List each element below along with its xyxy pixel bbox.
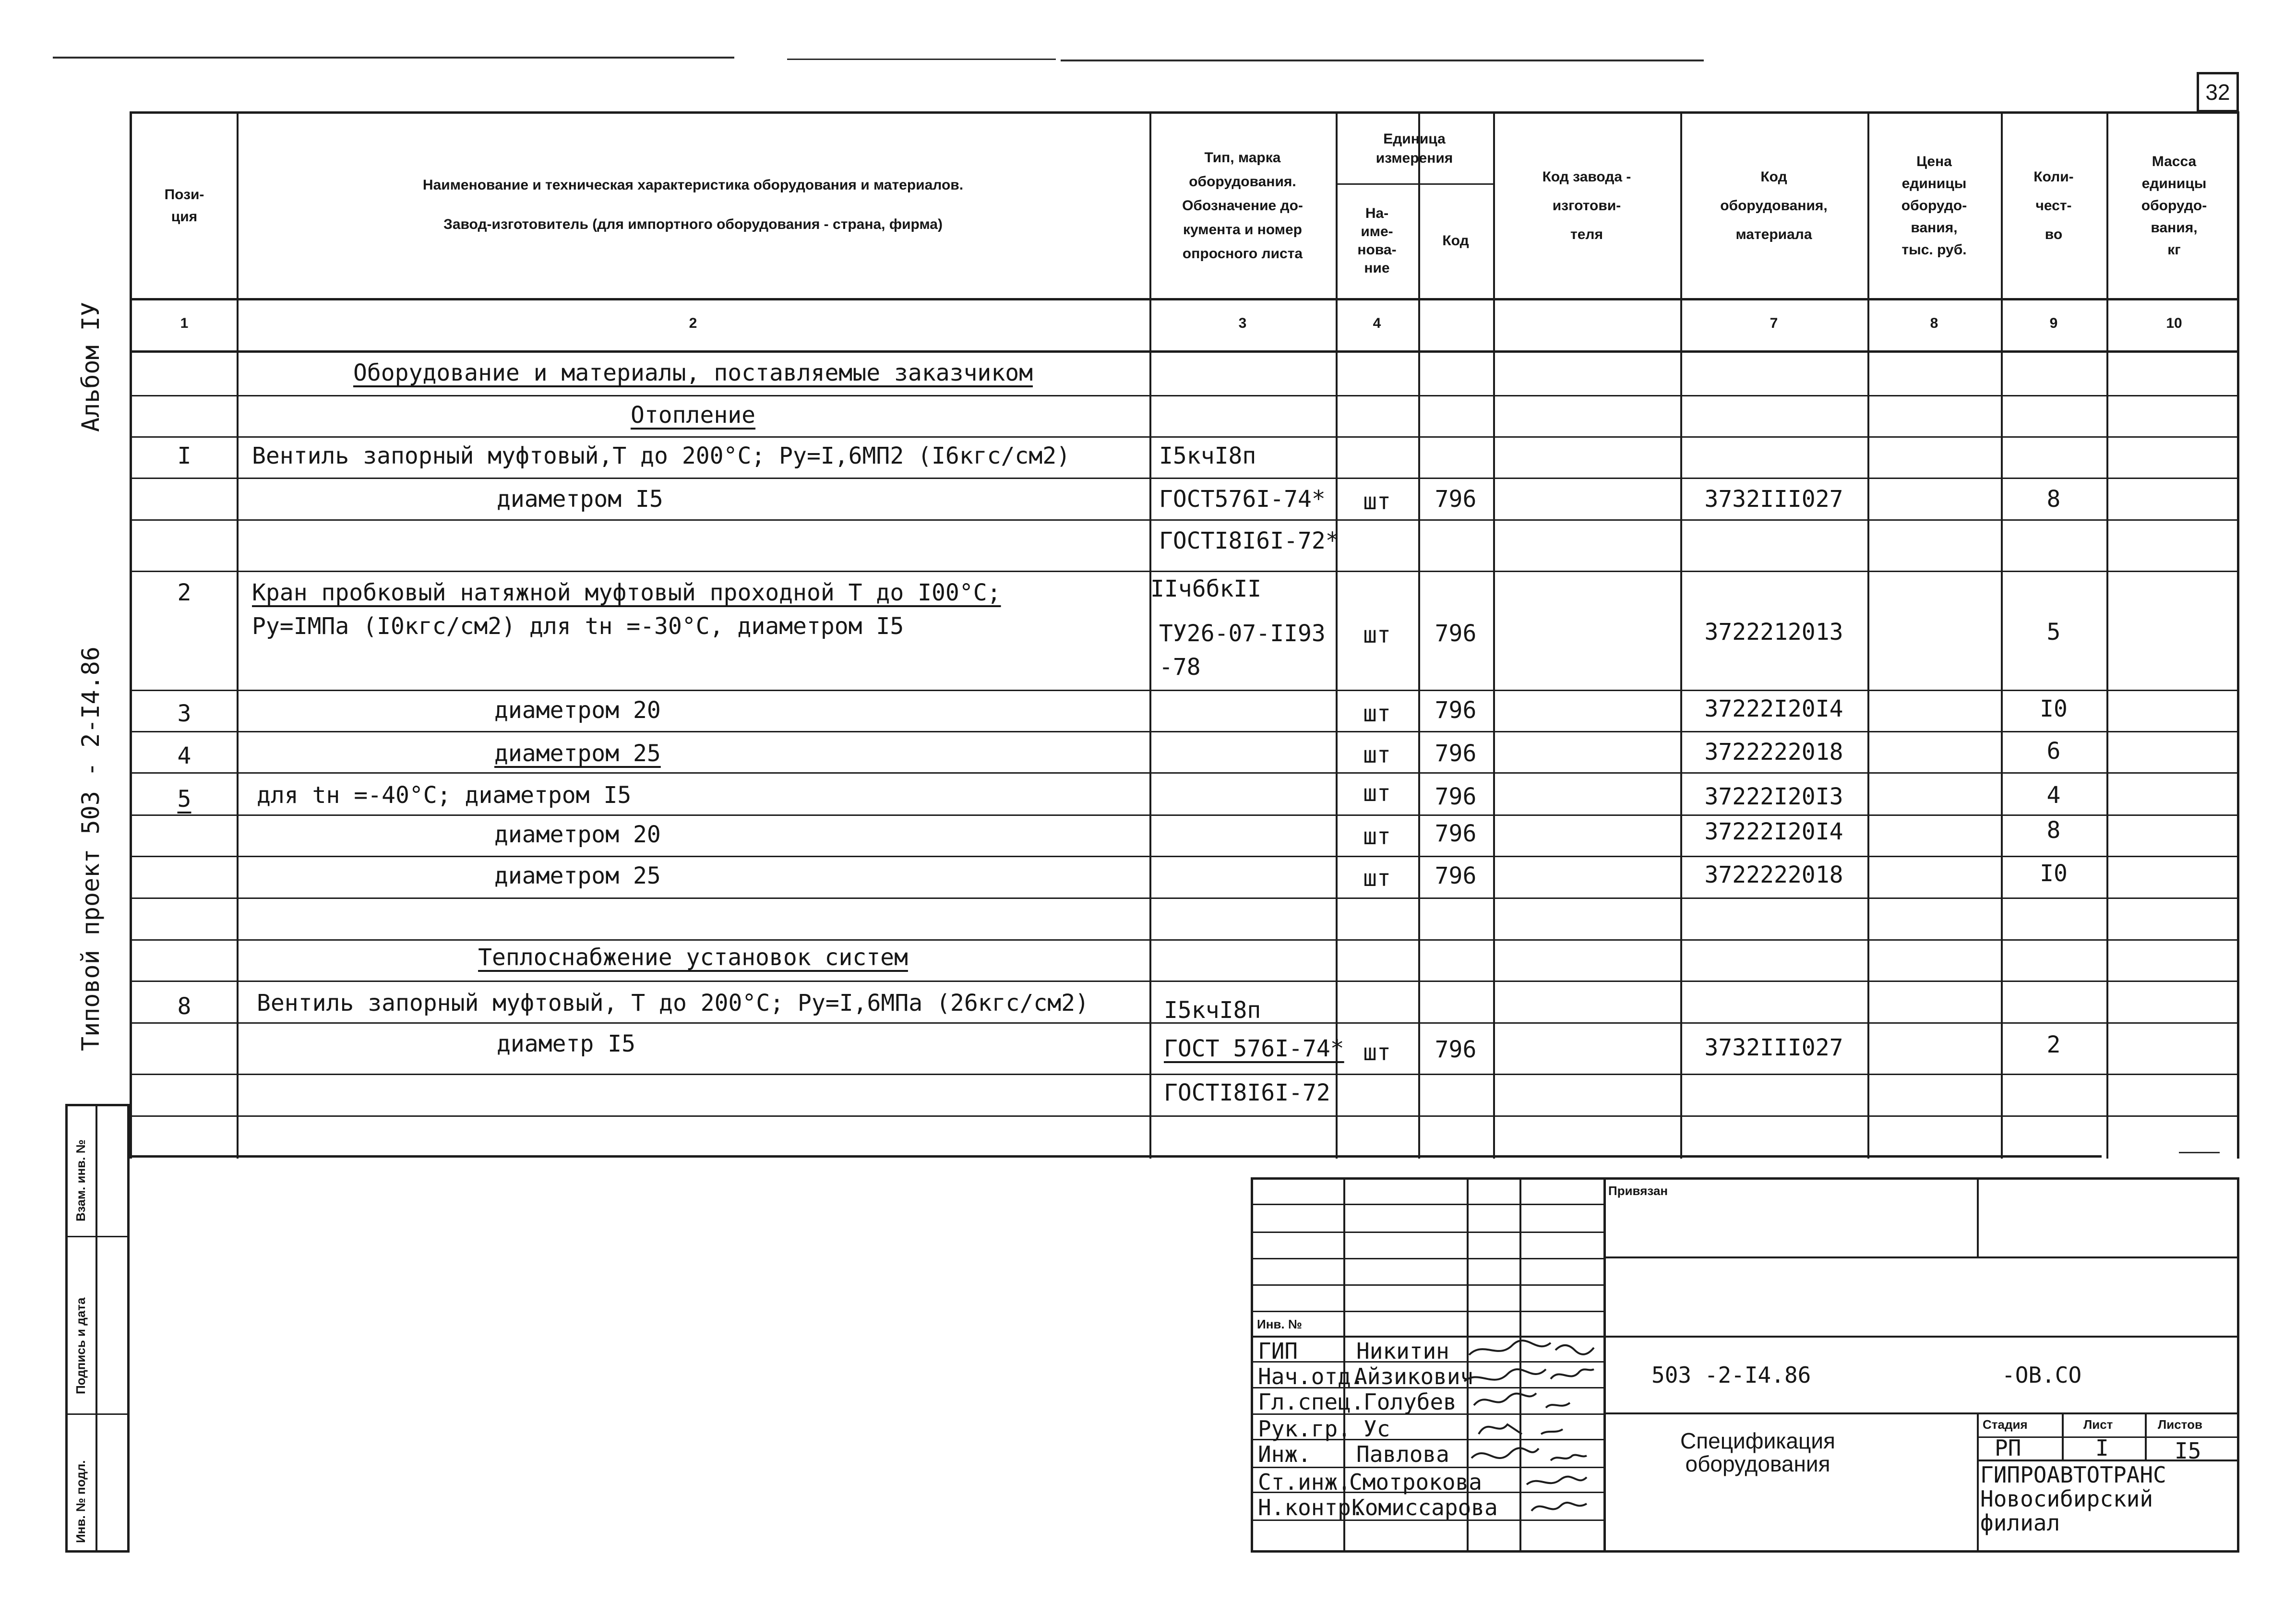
stage-value: РП [1995, 1435, 2021, 1461]
row-position: 5 [177, 786, 191, 813]
staff-role: Н.контр. [1258, 1495, 1364, 1520]
col-divider [237, 114, 239, 1159]
staff-name: Голубев [1363, 1389, 1457, 1415]
row-name: диаметром 20 [494, 821, 661, 848]
binding-strip [65, 1104, 130, 1553]
row-unit: шт [1363, 622, 1391, 648]
signature-scribbles [1455, 1336, 1603, 1523]
row-quantity: 2 [2046, 1031, 2061, 1058]
row-name: для tн =-40°С; диаметром I5 [257, 782, 632, 809]
row-quantity: 4 [2046, 782, 2061, 809]
row-equipment-code: 3722222018 [1704, 861, 1843, 888]
row-name: диаметром 20 [494, 697, 661, 724]
header-type: Тип, марка оборудования. Обозначение до- кумента и номер опросного листа [1182, 150, 1303, 262]
staff-role: Инж. [1258, 1441, 1311, 1467]
row-quantity: 8 [2046, 486, 2061, 513]
strip-label-inv-podl: Инв. № подл. [73, 1460, 88, 1543]
header-equipment-code: Код оборудования, материала [1720, 169, 1828, 242]
row-unit-code: 796 [1435, 783, 1477, 810]
staff-name: Павлова [1356, 1441, 1449, 1467]
row-unit: шт [1363, 488, 1391, 515]
row-unit-code: 796 [1435, 620, 1477, 647]
top-rule-left [53, 57, 734, 59]
strip-rule [68, 1413, 127, 1415]
row-unit: шт [1363, 1039, 1391, 1066]
table-bottom-rule [132, 1155, 2102, 1158]
row-unit-code: 796 [1435, 486, 1477, 513]
row-quantity: I0 [2040, 695, 2068, 722]
staff-name: Никитин [1356, 1338, 1449, 1364]
row-equipment-code: 3722222018 [1704, 739, 1843, 766]
column-number: 9 [2049, 315, 2058, 331]
row-equipment-code: 37222I20I4 [1704, 695, 1843, 722]
row-position: 3 [177, 700, 191, 727]
row-position: 2 [177, 579, 191, 606]
row-quantity: 8 [2046, 817, 2061, 844]
header-unit: Единица измерения [1375, 131, 1453, 166]
staff-role: ГИП [1258, 1338, 1298, 1364]
sheet-number: 32 [2197, 72, 2239, 112]
staff-role: Нач.отд. [1258, 1364, 1364, 1389]
tb-line [1253, 1284, 1603, 1286]
row-name: диаметром I5 [497, 486, 663, 513]
row-unit: шт [1363, 742, 1391, 768]
row-rule [132, 814, 2237, 816]
header-unit-name: На- име- нова- ние [1357, 205, 1397, 276]
header-price: Цена единицы оборудо- вания, тыс. руб. [1901, 154, 1967, 258]
tb-line [2145, 1412, 2147, 1460]
title-block [1251, 1177, 2239, 1553]
column-number: 3 [1238, 315, 1247, 331]
row-rule [132, 436, 2237, 438]
project-caption: Типовой проект 503 - 2-I4.86 [77, 646, 105, 1051]
staff-name: Смотрокова [1349, 1469, 1482, 1495]
header-bottom-rule [132, 298, 2237, 300]
row-type: ГОСТ576I-74* [1159, 486, 1326, 513]
colnum-bottom-rule [132, 350, 2237, 353]
header-maker-code: Код завода - изготови- теля [1542, 169, 1631, 242]
strip-label-sign-date: Подпись и дата [73, 1297, 88, 1394]
row-rule [132, 395, 2237, 396]
row-quantity: 5 [2046, 619, 2061, 646]
row-unit-code: 796 [1435, 820, 1477, 847]
staff-role: Рук.гр. [1258, 1416, 1351, 1442]
row-type: ГОСТI8I6I-72* [1159, 527, 1339, 554]
row-unit: шт [1363, 865, 1391, 892]
row-type: IIч6бкII [1150, 575, 1262, 602]
tb-line [1253, 1311, 1603, 1312]
tb-line [1977, 1180, 1979, 1256]
album-caption: Альбом IУ [77, 302, 105, 432]
row-quantity: I0 [2040, 860, 2068, 887]
tb-line [1603, 1336, 2237, 1338]
tb-line [1253, 1258, 1603, 1259]
row-rule [132, 571, 2237, 572]
row-unit: шт [1363, 823, 1391, 850]
tb-line [1603, 1412, 2237, 1414]
row-quantity: 6 [2046, 738, 2061, 765]
row-type: -78 [1159, 654, 1201, 681]
stage-label: Стадия [1983, 1417, 2028, 1432]
organization: ГИПРОАВТОТРАНС Новосибирский филиал [1980, 1462, 2166, 1536]
header-mass: Масса единицы оборудо- вания, кг [2141, 154, 2207, 258]
row-unit: шт [1363, 780, 1391, 807]
header-position: Пози- ция [164, 187, 204, 225]
section-heading-heating: Отопление [630, 402, 756, 429]
row-name: Ру=IМПа (I0кгс/см2) для tн =-30°С, диаметром I5 [252, 613, 904, 640]
row-name: диаметром 25 [494, 740, 661, 767]
strip-label-inv-zam: Взам. инв. № [73, 1139, 88, 1221]
top-rule-mid [787, 59, 1056, 60]
margin-dash [2179, 1152, 2220, 1153]
staff-name: Комиссарова [1351, 1495, 1498, 1520]
row-rule [132, 897, 2237, 899]
staff-name: Айзикович [1354, 1364, 1474, 1389]
row-name: Вентиль запорный муфтовый,Т до 200°С; Ру=I,6МП2 (I6кгс/см2) [252, 443, 1071, 469]
sheets-value: I5 [2175, 1438, 2201, 1464]
row-rule [132, 519, 2237, 521]
header-unit-code: Код [1442, 232, 1469, 249]
section-heading-heat-supply: Теплоснабжение установок систем [478, 944, 908, 971]
tb-line [2062, 1412, 2064, 1460]
row-name: диаметр I5 [497, 1030, 635, 1057]
staff-role: Гл.спец. [1258, 1389, 1364, 1415]
tb-line [1603, 1256, 2237, 1258]
row-unit-code: 796 [1435, 697, 1477, 724]
document-title: Спецификация оборудования [1680, 1428, 1835, 1476]
top-rule-right [1061, 60, 1704, 61]
row-rule [132, 981, 2237, 982]
row-rule [132, 772, 2237, 774]
tb-line [1977, 1412, 1979, 1550]
row-equipment-code: 3732III027 [1704, 1034, 1843, 1061]
sheet-value: I [2095, 1435, 2109, 1461]
row-position: 4 [177, 742, 191, 769]
row-type: ГОСТI8I6I-72 [1164, 1079, 1330, 1106]
row-equipment-code: 3722212013 [1704, 619, 1843, 646]
staff-role: Ст.инж. [1258, 1469, 1351, 1495]
strip-rule [68, 1236, 127, 1237]
inv-no-label: Инв. № [1257, 1317, 1302, 1331]
tb-line [1603, 1180, 1606, 1550]
row-name: диаметром 25 [494, 862, 661, 889]
row-equipment-code: 3732III027 [1704, 486, 1843, 513]
sheets-label: Листов [2158, 1417, 2202, 1432]
column-number: 4 [1373, 315, 1381, 331]
column-number: 10 [2166, 315, 2182, 331]
row-rule [132, 690, 2237, 691]
header-quantity: Коли- чест- во [2033, 169, 2074, 242]
specification-table [130, 111, 2239, 1159]
column-number: 8 [1930, 315, 1938, 331]
row-unit-code: 796 [1435, 862, 1477, 889]
row-unit-code: 796 [1435, 740, 1477, 767]
row-unit-code: 796 [1435, 1036, 1477, 1063]
row-rule [132, 856, 2237, 857]
row-rule [132, 1074, 2237, 1075]
row-position: 8 [177, 993, 191, 1020]
row-equipment-code: 37222I20I3 [1704, 783, 1843, 810]
row-type: ТУ26-07-II93 [1159, 620, 1326, 647]
row-name: Кран пробковый натяжной муфтовый проходной Т до I00°С; [252, 579, 1001, 606]
row-rule [132, 478, 2237, 479]
tb-line [1253, 1232, 1603, 1233]
row-type: ГОСТ 576I-74* [1164, 1035, 1344, 1062]
header-name: Наименование и техническая характеристика оборудования и материалов. Завод-изготовитель (для импортного оборудования - страна, фирма) [422, 177, 964, 232]
row-position: I [177, 443, 191, 469]
sheet-label: Лист [2083, 1417, 2113, 1432]
row-type: I5кчI8п [1159, 443, 1256, 469]
row-rule [132, 731, 2237, 732]
column-number: 2 [689, 315, 697, 331]
row-unit: шт [1363, 700, 1391, 727]
privyazan-label: Привязан [1608, 1184, 1668, 1198]
document-code: 503 -2-I4.86 [1651, 1362, 1811, 1388]
row-type: I5кчI8п [1164, 997, 1261, 1024]
row-name: Вентиль запорный муфтовый, Т до 200°С; Ру=I,6МПа (26кгс/см2) [257, 990, 1089, 1017]
column-number: 7 [1770, 315, 1778, 331]
row-rule [132, 939, 2237, 941]
column-number: 1 [180, 315, 189, 331]
document-code-suffix: -ОВ.СО [2002, 1362, 2082, 1388]
staff-name: Ус [1363, 1416, 1390, 1442]
row-rule [132, 1115, 2237, 1117]
row-equipment-code: 37222I20I4 [1704, 818, 1843, 845]
section-heading-customer-supplied: Оборудование и материалы, поставляемые заказчиком [353, 359, 1033, 386]
tb-line [1253, 1204, 1603, 1205]
